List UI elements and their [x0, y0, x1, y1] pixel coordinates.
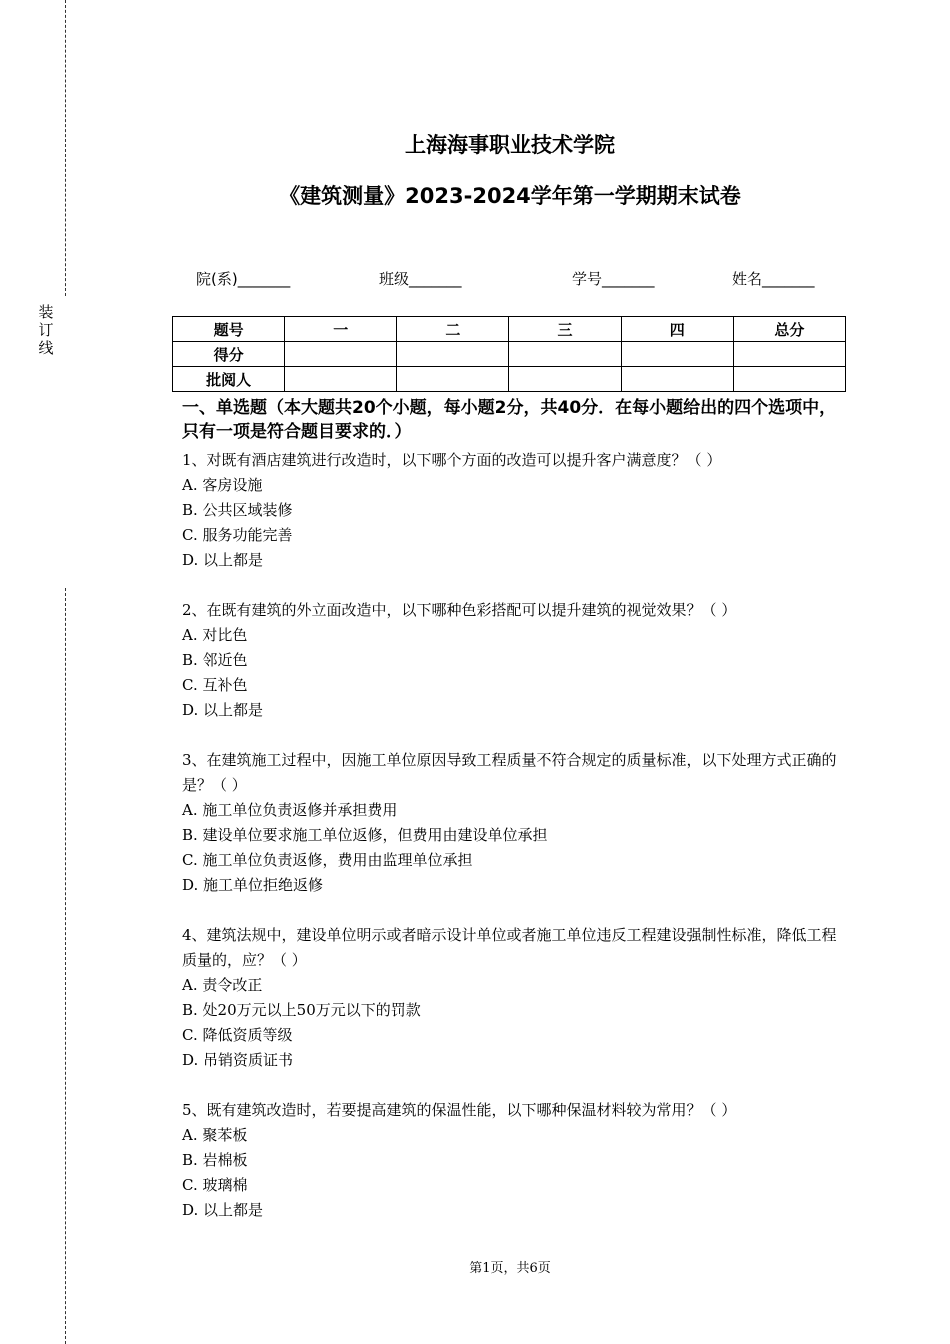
class-field[interactable]: 班级_______	[379, 270, 462, 288]
option-b[interactable]: B. 邻近色	[182, 651, 248, 669]
question-5	[182, 1098, 842, 1223]
score-table-header-cell: 二	[397, 317, 509, 342]
option-c[interactable]: C. 玻璃棉	[182, 1176, 248, 1194]
score-table-header-cell: 四	[621, 317, 733, 342]
score-table-header-cell: 题号	[173, 317, 285, 342]
department-field[interactable]: 院(系)_______	[196, 270, 291, 288]
score-table-header-row	[173, 317, 846, 342]
school-name: 上海海事职业技术学院	[405, 133, 615, 157]
score-table-header-cell: 三	[509, 317, 621, 342]
grader-cell[interactable]	[733, 367, 845, 392]
option-a[interactable]: A. 客房设施	[182, 476, 263, 494]
option-a[interactable]: A. 对比色	[182, 626, 248, 644]
option-c[interactable]: C. 服务功能完善	[182, 526, 293, 544]
name-field[interactable]: 姓名_______	[732, 270, 815, 288]
option-d[interactable]: D. 以上都是	[182, 701, 264, 719]
option-d[interactable]: D. 以上都是	[182, 551, 264, 569]
score-table-score-row	[173, 342, 846, 367]
option-b[interactable]: B. 建设单位要求施工单位返修，但费用由建设单位承担	[182, 826, 548, 844]
option-a[interactable]: A. 责令改正	[182, 976, 263, 994]
score-row-label: 得分	[173, 342, 285, 367]
option-b[interactable]: B. 处20万元以上50万元以下的罚款	[182, 1001, 421, 1019]
grader-cell[interactable]	[509, 367, 621, 392]
grader-cell[interactable]	[285, 367, 397, 392]
score-cell[interactable]	[397, 342, 509, 367]
binding-char: 订	[38, 321, 54, 339]
grader-row-label: 批阅人	[173, 367, 285, 392]
score-table-grader-row	[173, 367, 846, 392]
score-cell[interactable]	[509, 342, 621, 367]
question-stem: 2、在既有建筑的外立面改造中，以下哪种色彩搭配可以提升建筑的视觉效果？（ ）	[182, 601, 737, 619]
option-d[interactable]: D. 以上都是	[182, 1201, 264, 1219]
grader-cell[interactable]	[397, 367, 509, 392]
option-d[interactable]: D. 吊销资质证书	[182, 1051, 294, 1069]
grader-cell[interactable]	[621, 367, 733, 392]
page-footer: 第1页，共6页	[469, 1261, 551, 1276]
question-2	[182, 598, 842, 723]
option-c[interactable]: C. 互补色	[182, 676, 248, 694]
section-heading: 一、单选题（本大题共20个小题，每小题2分，共40分．在每小题给出的四个选项中，只有一项是符合题目要求的．）	[182, 398, 837, 442]
binding-line-label	[36, 303, 56, 357]
question-4	[182, 923, 842, 1073]
question-3	[182, 748, 842, 898]
score-table-header-cell: 总分	[733, 317, 845, 342]
score-cell[interactable]	[285, 342, 397, 367]
score-table-header-cell: 一	[285, 317, 397, 342]
exam-title: 《建筑测量》2023-2024学年第一学期期末试卷	[279, 184, 741, 208]
score-cell[interactable]	[733, 342, 845, 367]
option-c[interactable]: C. 施工单位负责返修，费用由监理单位承担	[182, 851, 473, 869]
student-info-row	[0, 268, 950, 292]
binding-char: 线	[38, 339, 54, 357]
option-d[interactable]: D. 施工单位拒绝返修	[182, 876, 324, 894]
question-stem: 4、建筑法规中，建设单位明示或者暗示设计单位或者施工单位违反工程建设强制性标准，降低工程质量的，应？（ ）	[182, 926, 837, 969]
exam-content	[182, 396, 842, 1248]
option-c[interactable]: C. 降低资质等级	[182, 1026, 293, 1044]
option-a[interactable]: A. 施工单位负责返修并承担费用	[182, 801, 398, 819]
question-stem: 5、既有建筑改造时，若要提高建筑的保温性能，以下哪种保温材料较为常用？（ ）	[182, 1101, 737, 1119]
question-stem: 1、对既有酒店建筑进行改造时，以下哪个方面的改造可以提升客户满意度？（ ）	[182, 451, 722, 469]
option-b[interactable]: B. 公共区域装修	[182, 501, 293, 519]
question-stem: 3、在建筑施工过程中，因施工单位原因导致工程质量不符合规定的质量标准，以下处理方式正确的是？（ ）	[182, 751, 837, 794]
binding-char: 装	[38, 303, 54, 321]
score-cell[interactable]	[621, 342, 733, 367]
option-a[interactable]: A. 聚苯板	[182, 1126, 248, 1144]
binding-dashed-line-bottom	[65, 588, 66, 1344]
student-id-field[interactable]: 学号_______	[572, 270, 655, 288]
option-b[interactable]: B. 岩棉板	[182, 1151, 248, 1169]
score-table	[172, 316, 846, 392]
question-1	[182, 448, 842, 573]
